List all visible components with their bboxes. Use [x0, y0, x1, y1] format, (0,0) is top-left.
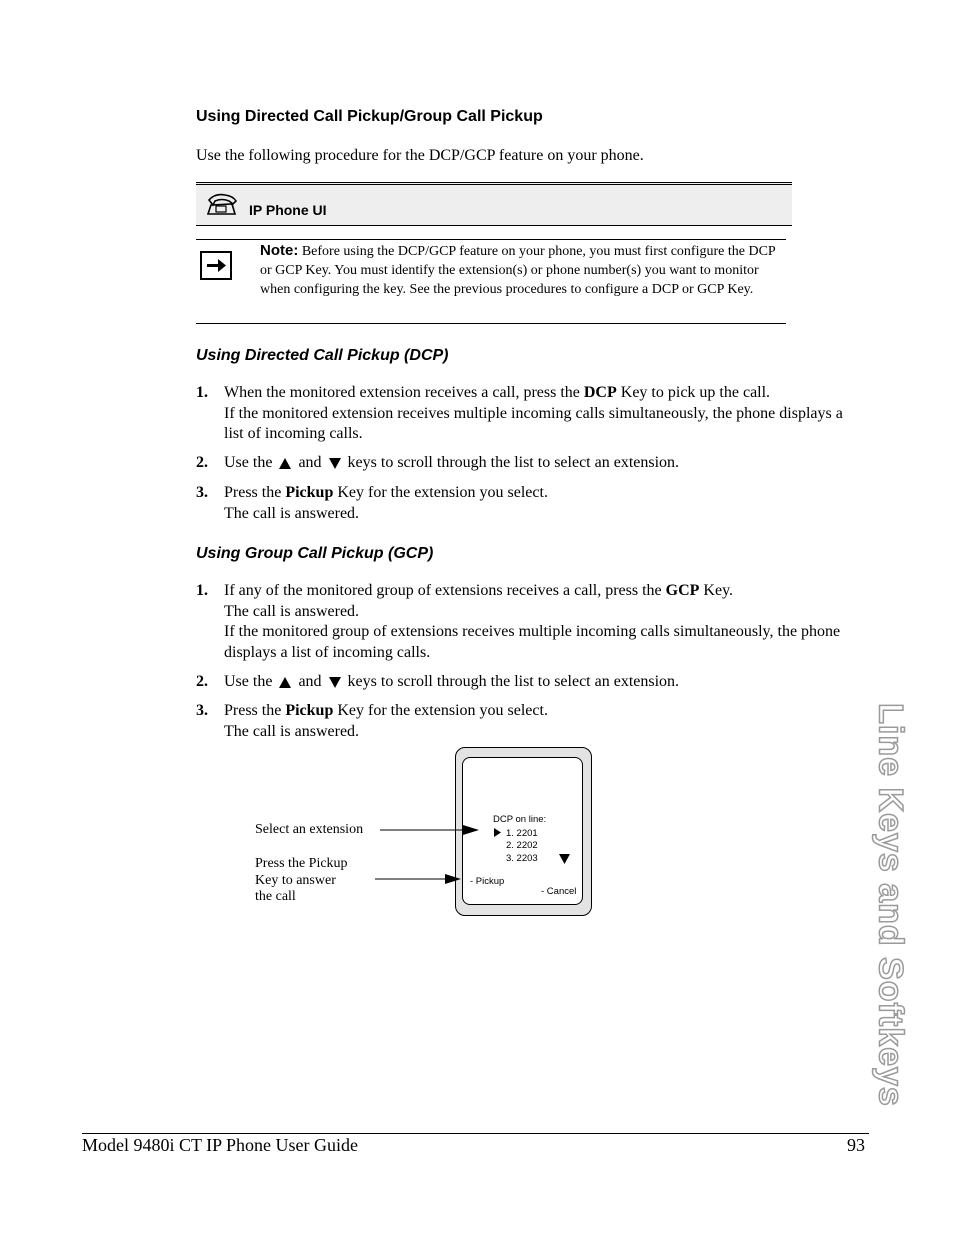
- footer-title: Model 9480i CT IP Phone User Guide: [82, 1135, 358, 1155]
- screen-item-2[interactable]: 2. 2202: [506, 840, 538, 851]
- note-label: Note:: [260, 242, 299, 259]
- callout-pickup-line-2: Key to answer: [255, 873, 336, 888]
- step-text: Key to pick up the call.: [616, 384, 771, 401]
- step-text: Key.: [699, 582, 734, 599]
- callout-arrowhead-select: [463, 825, 479, 835]
- up-arrow-icon: [279, 458, 291, 469]
- step-text: Use the: [224, 454, 277, 471]
- note-body: Before using the DCP/GCP feature on your phone, you must first configure the DCP or GCP Key. You must identify the extension(s) or phone number(s) you want to monitor when configuring the key. See the previous procedures to configure a DCP or GCP Key.: [260, 244, 776, 297]
- dcp-heading: Using Directed Call Pickup (DCP): [196, 347, 449, 364]
- step-detail: If the monitored group of extensions receives multiple incoming calls simultaneously, the phone displays a list of incoming calls.: [224, 623, 841, 661]
- step-number: 2.: [196, 454, 208, 471]
- callout-pickup-line-1: Press the Pickup: [255, 856, 348, 871]
- ip-phone-ui-bar: [196, 182, 792, 226]
- step-text: Key for the extension you select.: [333, 484, 548, 501]
- step-text: When the monitored extension receives a call, press the: [224, 384, 584, 401]
- down-arrow-icon: [329, 677, 341, 688]
- callout-pickup-line-3: the call: [255, 889, 296, 904]
- phone-icon: [205, 192, 239, 216]
- screen-title: DCP on line:: [493, 814, 547, 825]
- step-text: Press the: [224, 484, 286, 501]
- step-text: Press the: [224, 702, 286, 719]
- step-text: Key for the extension you select.: [333, 702, 548, 719]
- step-number: 3.: [196, 484, 208, 501]
- dcp-key-name: DCP: [583, 384, 617, 401]
- step-text: keys to scroll through the list to select an extension.: [343, 673, 680, 690]
- intro-text: Use the following procedure for the DCP/GCP feature on your phone.: [196, 147, 644, 164]
- note-box: [200, 251, 232, 280]
- screen-item-3[interactable]: 3. 2203: [506, 853, 538, 864]
- chapter-side-tab-label: Line Keys and Softkeys: [871, 703, 910, 1107]
- softkey-pickup[interactable]: - Pickup: [470, 876, 505, 887]
- gcp-heading: Using Group Call Pickup (GCP): [196, 545, 434, 562]
- selection-pointer-icon: [494, 828, 502, 837]
- callout-arrowhead-pickup: [445, 874, 461, 884]
- pickup-key-name: Pickup: [285, 484, 334, 501]
- step-number: 3.: [196, 702, 208, 719]
- scroll-down-icon: [559, 854, 570, 864]
- step-number: 1.: [196, 582, 208, 599]
- step-number: 1.: [196, 384, 208, 401]
- step-number: 2.: [196, 673, 208, 690]
- screen-item-1[interactable]: 1. 2201: [506, 828, 538, 839]
- step-text: and: [294, 454, 326, 471]
- arrow-right-icon: [202, 253, 230, 278]
- step-text: and: [294, 673, 326, 690]
- step-text: keys to scroll through the list to select an extension.: [343, 454, 680, 471]
- note-bottom-rule: [196, 323, 786, 324]
- callout-select-extension: Select an extension: [255, 822, 364, 837]
- step-text: Use the: [224, 673, 277, 690]
- note-top-rule: [196, 239, 786, 240]
- gcp-key-name: GCP: [665, 582, 700, 599]
- note-text: [260, 241, 786, 299]
- callout-arrows: [375, 820, 485, 890]
- page-number: 93: [847, 1135, 865, 1155]
- step-text: If any of the monitored group of extensions receives a call, press the: [224, 582, 666, 599]
- section-title: Using Directed Call Pickup/Group Call Pickup: [196, 108, 543, 125]
- ip-phone-ui-label: IP Phone UI: [249, 202, 327, 218]
- step-detail: If the monitored extension receives multiple incoming calls simultaneously, the phone displays a list of incoming calls.: [224, 404, 843, 442]
- softkey-cancel[interactable]: - Cancel: [541, 886, 577, 897]
- pickup-key-name: Pickup: [285, 702, 334, 719]
- up-arrow-icon: [279, 677, 291, 688]
- step-detail: The call is answered.: [224, 722, 360, 740]
- step-detail: The call is answered.: [224, 504, 360, 522]
- footer-rule: [82, 1133, 869, 1134]
- chapter-side-tab: [870, 700, 910, 1110]
- down-arrow-icon: [329, 458, 341, 469]
- step-detail: The call is answered.: [224, 602, 360, 620]
